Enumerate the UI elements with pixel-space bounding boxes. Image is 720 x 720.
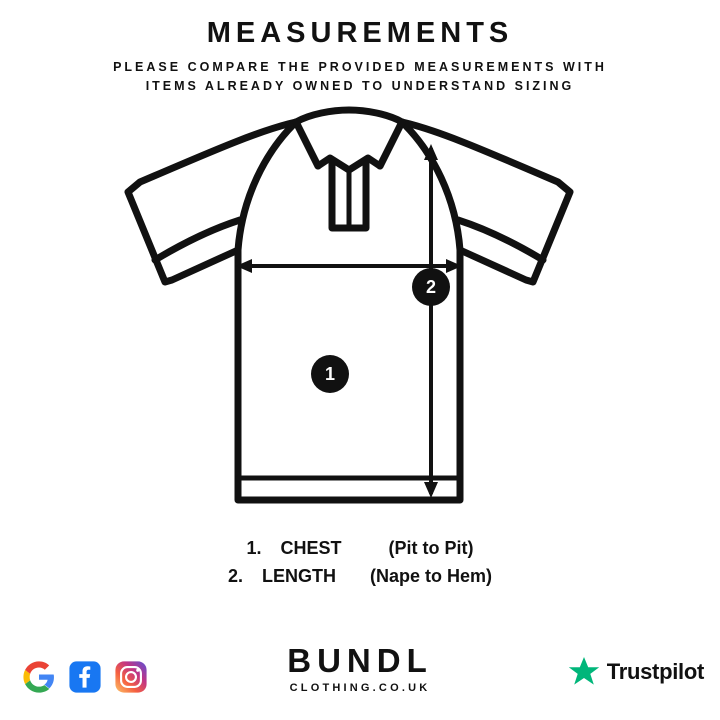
page-subtitle — [0, 58, 720, 97]
legend-detail-chest: (Pit to Pit) — [388, 538, 474, 558]
legend-label-chest: CHEST — [280, 538, 342, 558]
legend-label-length: LENGTH — [261, 565, 336, 586]
trustpilot-label: Trustpilot — [606, 659, 704, 684]
header — [0, 18, 720, 97]
legend-number-1: 1. — [246, 538, 262, 558]
brand-domain: CLOTHING.CO.UK — [289, 682, 431, 694]
page-title: MEASUREMENTS — [206, 17, 514, 49]
polo-shirt-illustration — [110, 100, 610, 520]
callout-2: 2 — [412, 268, 450, 306]
polo-shirt-diagram — [110, 100, 610, 520]
brand-name: BUNDL — [287, 642, 433, 679]
legend-item-length — [0, 563, 720, 591]
trustpilot-star-icon — [568, 656, 600, 688]
legend-item-chest — [0, 535, 720, 563]
footer — [0, 638, 720, 702]
subtitle-line-2: ITEMS ALREADY OWNED TO UNDERSTAND SIZING — [145, 79, 575, 94]
measurement-legend — [0, 535, 720, 591]
subtitle-line-1: PLEASE COMPARE THE PROVIDED MEASUREMENTS WITH — [113, 59, 607, 74]
legend-number-2: 2. — [227, 565, 243, 586]
legend-detail-length: (Nape to Hem) — [369, 565, 492, 586]
trustpilot-badge[interactable] — [568, 656, 704, 688]
callout-1: 1 — [311, 355, 349, 393]
